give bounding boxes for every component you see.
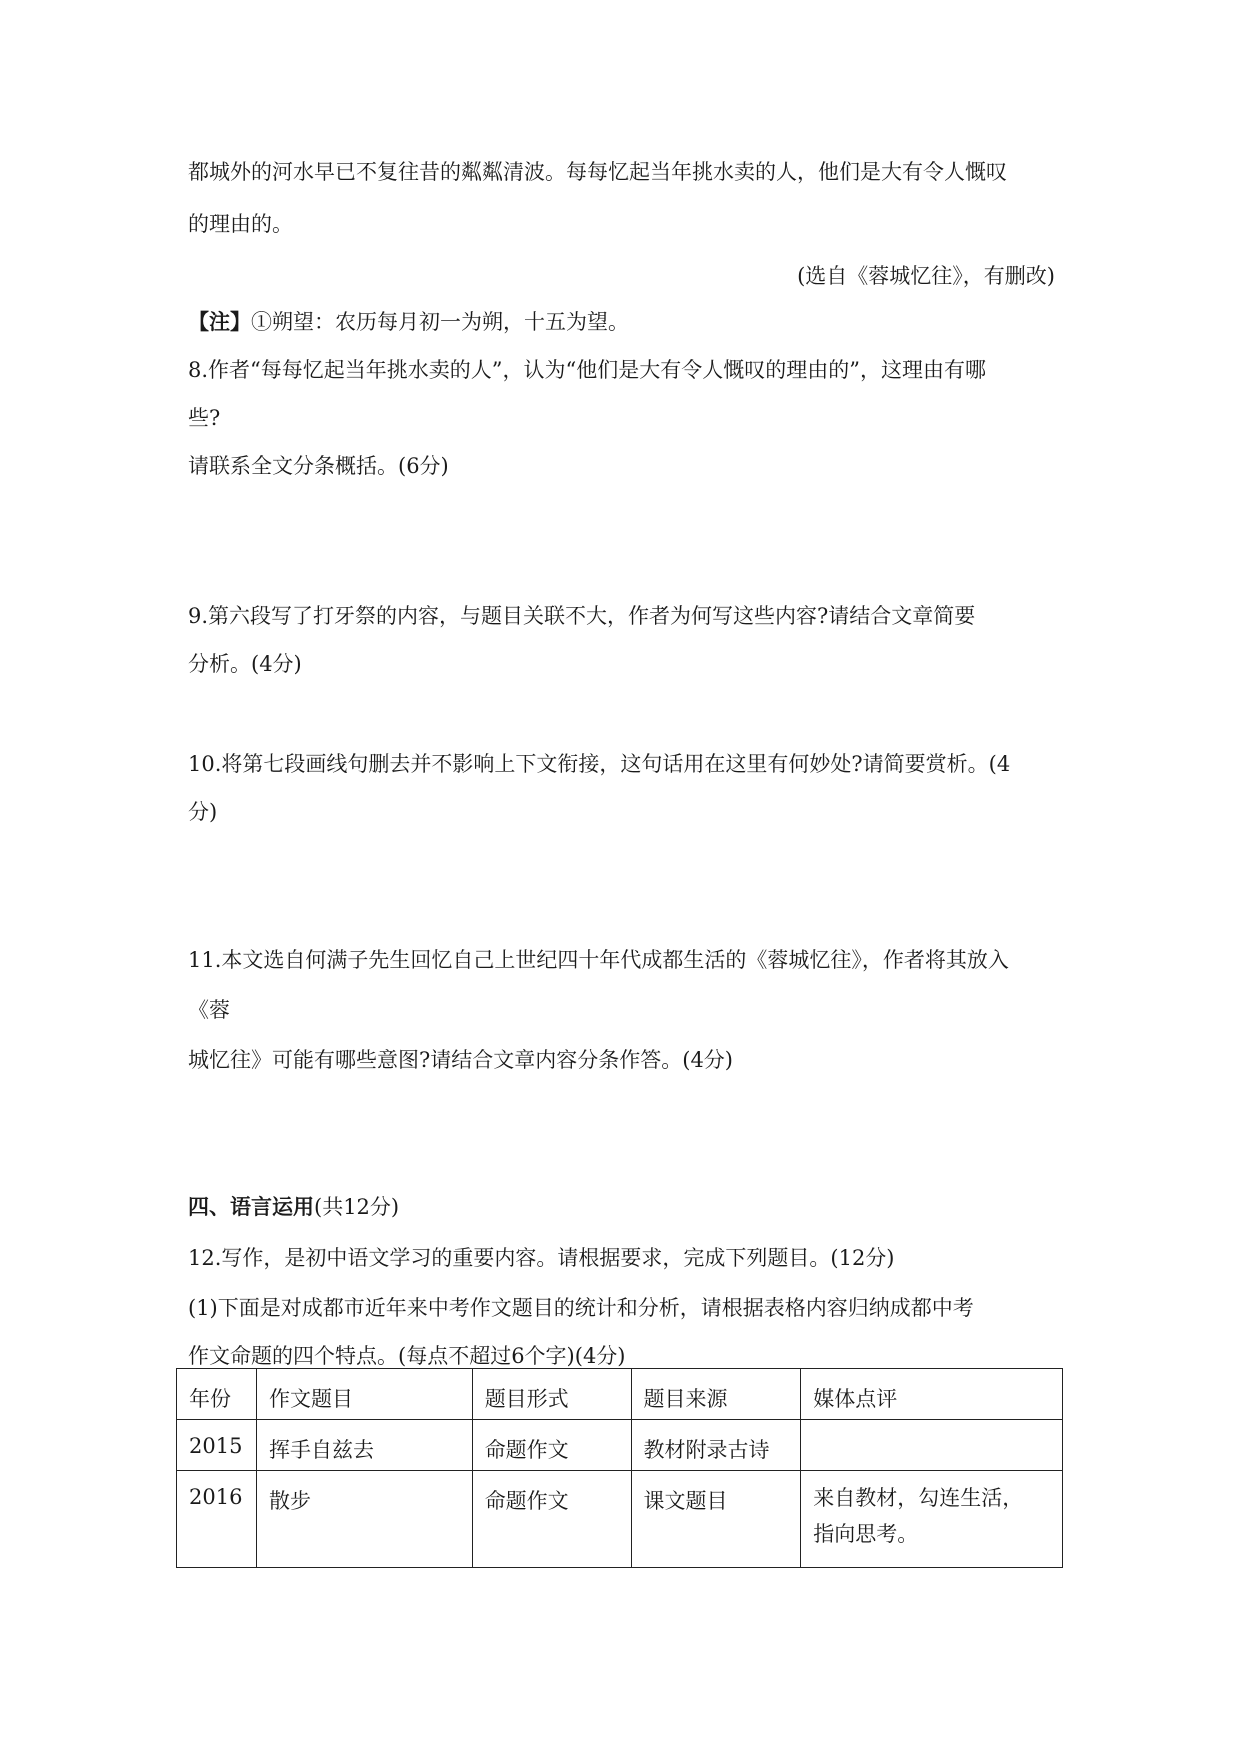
header-title: 作文题目 [256, 1369, 472, 1420]
q12-line-1: 12.写作，是初中语文学习的重要内容。请根据要求，完成下列题目。(12分) [188, 1246, 895, 1270]
footnote-label: 【注】 [188, 309, 251, 334]
footnote [188, 308, 629, 336]
cell-source: 教材附录古诗 [631, 1420, 801, 1471]
cell-year: 2015 [177, 1420, 257, 1471]
section-4-heading [188, 1193, 399, 1221]
header-comment: 媒体点评 [801, 1369, 1063, 1420]
q12-sub1-line-1: (1)下面是对成都市近年来中考作文题目的统计和分析，请根据表格内容归纳成都中考 [188, 1296, 974, 1320]
cell-comment [801, 1471, 1063, 1568]
q10-line-1: 10.将第七段画线句删去并不影响上下文衔接，这句话用在这里有何妙处?请简要赏析。(4 [188, 752, 1011, 776]
table-header-row [177, 1369, 1063, 1420]
passage-line-1: 都城外的河水早已不复往昔的粼粼清波。每每忆起当年挑水卖的人，他们是大有令人慨叹 [188, 160, 1007, 184]
q10-line-2: 分) [188, 800, 218, 824]
cell-title: 散步 [256, 1471, 472, 1568]
footnote-text: ①朔望：农历每月初一为朔，十五为望。 [251, 310, 629, 334]
q12-sub1-line-2: 作文命题的四个特点。(每点不超过6个字)(4分) [188, 1344, 626, 1368]
section-4-score: (共12分) [314, 1195, 400, 1219]
q8-line-2: 些? [188, 406, 221, 430]
table-row [177, 1420, 1063, 1471]
header-form: 题目形式 [472, 1369, 631, 1420]
q8-line-1: 8.作者“每每忆起当年挑水卖的人”，认为“他们是大有令人慨叹的理由的”，这理由有哪 [188, 358, 986, 382]
section-4-title: 四、语言运用 [188, 1194, 314, 1219]
passage-line-2: 的理由的。 [188, 212, 293, 236]
table-row [177, 1471, 1063, 1568]
cell-form: 命题作文 [472, 1471, 631, 1568]
cell-comment-line-2: 指向思考。 [813, 1522, 919, 1546]
header-source: 题目来源 [631, 1369, 801, 1420]
cell-form: 命题作文 [472, 1420, 631, 1471]
q11-line-3: 城忆往》可能有哪些意图?请结合文章内容分条作答。(4分) [188, 1048, 734, 1072]
q9-line-2: 分析。(4分) [188, 652, 302, 676]
cell-comment-line-1: 来自教材，勾连生活， [813, 1486, 1024, 1510]
q9-line-1: 9.第六段写了打牙祭的内容，与题目关联不大，作者为何写这些内容?请结合文章简要 [188, 604, 976, 628]
header-year: 年份 [177, 1369, 257, 1420]
cell-comment [801, 1420, 1063, 1471]
cell-title: 挥手自兹去 [256, 1420, 472, 1471]
passage-source: (选自《蓉城忆往》，有删改) [797, 264, 1055, 288]
cell-year: 2016 [177, 1471, 257, 1568]
cell-source: 课文题目 [631, 1471, 801, 1568]
q11-line-1: 11.本文选自何满子先生回忆自己上世纪四十年代成都生活的《蓉城忆往》，作者将其放入 [188, 948, 1009, 972]
q8-line-3: 请联系全文分条概括。(6分) [188, 454, 449, 478]
q11-line-2: 《蓉 [188, 998, 230, 1022]
composition-stats-table [176, 1368, 1063, 1568]
